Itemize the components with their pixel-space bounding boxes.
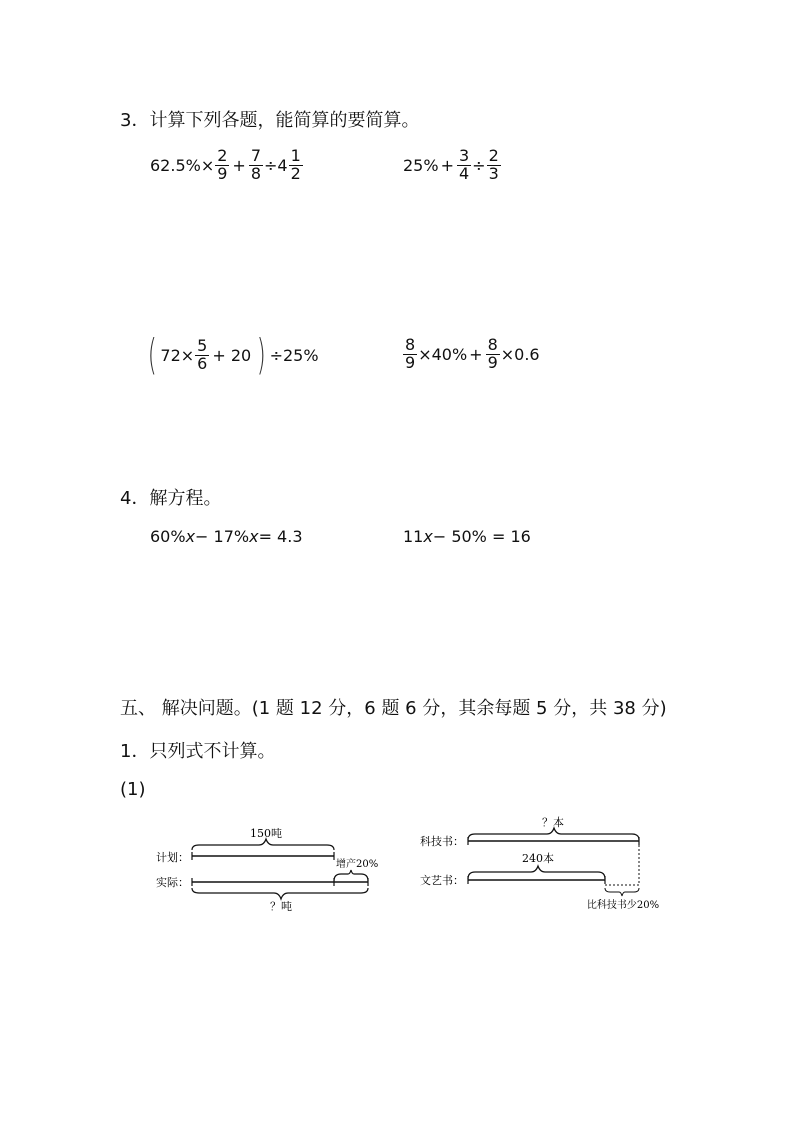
numerator: 8 [487,335,498,354]
numerator: 7 [250,146,262,165]
actual-row-label: 实际： [156,876,189,889]
literature-row-label: 文艺书： [420,874,464,887]
q4-equation-2 [403,527,531,546]
variable-x: x [185,527,196,546]
numerator: 2 [488,146,499,165]
plan-row-label: 计划： [156,851,189,864]
q3-expression-3 [144,330,319,379]
denominator: 6 [197,353,208,373]
eq-text: = 4.3 [258,527,303,546]
numerator: 8 [405,335,416,354]
fraction [289,148,303,183]
expr-text: ÷4 [264,155,288,175]
denominator: 9 [217,163,228,183]
fraction [249,148,263,183]
variable-x: x [249,527,259,546]
science-row-label: 科技书： [420,835,464,848]
expr-text: 62.5%× [150,155,215,175]
eq-text: − 50% = 16 [432,527,531,546]
expr-text: 25% [403,155,439,175]
numerator: 3 [458,146,470,165]
fraction [487,148,501,183]
top-brace [468,828,639,840]
denominator: 9 [405,352,416,372]
gap-brace [605,888,639,896]
fraction [195,335,209,373]
numerator: 1 [290,146,301,165]
q4-equation-1 [150,527,303,546]
literature-amount-label: 240本 [522,852,554,865]
expr-text: ×40% [418,344,468,364]
plan-amount-label: 150吨 [250,827,282,840]
q4-title: 4．解方程。 [120,488,222,509]
eq-text: − 17% [195,527,250,546]
line-segment-diagram-2 [418,810,678,915]
bottom-brace [192,888,368,899]
numerator: 2 [217,146,228,165]
expr-text: ÷25% [269,345,319,365]
denominator: 2 [290,163,301,183]
eq-text: 11 [403,527,424,546]
expr-text: ×0.6 [500,344,540,364]
q3-expression-2 [403,148,502,183]
fraction [457,148,471,183]
right-paren: ) [256,330,266,379]
left-paren: ( [147,330,157,379]
science-unknown-label: ？本 [542,816,564,829]
operator: + [440,155,454,175]
section-5-sub1: (1) [120,779,146,800]
increase-label: 增产20% [336,859,379,870]
line-segment-diagram-1 [150,826,390,916]
operator: + [232,155,246,175]
middle-brace [468,866,605,879]
q3-title: 3．计算下列各题，能简算的要简算。 [120,110,420,131]
eq-text: 60% [150,527,186,546]
q3-expression-1 [150,148,304,183]
fraction [486,337,500,372]
section-5-q1: 1．只列式不计算。 [120,741,276,762]
expr-text: ÷ [472,155,486,175]
numerator: 5 [197,335,208,355]
denominator: 3 [488,163,499,183]
expr-text: + 20 [212,345,252,365]
fraction [403,337,417,372]
increase-brace [334,870,368,881]
denominator: 9 [487,352,498,372]
denominator: 8 [250,163,262,183]
less-than-note: 比科技书少20% [586,900,660,911]
fraction [215,148,229,183]
top-brace [192,839,334,850]
actual-unknown-label: ？吨 [270,900,292,913]
section-5-title: 五、 解决问题。(1 题 12 分，6 题 6 分，其余每题 5 分，共 38 分) [120,698,667,719]
variable-x: x [423,527,433,546]
operator: + [469,344,483,364]
denominator: 4 [458,163,470,183]
expr-text: 72× [160,345,195,365]
q3-expression-4 [402,337,540,372]
